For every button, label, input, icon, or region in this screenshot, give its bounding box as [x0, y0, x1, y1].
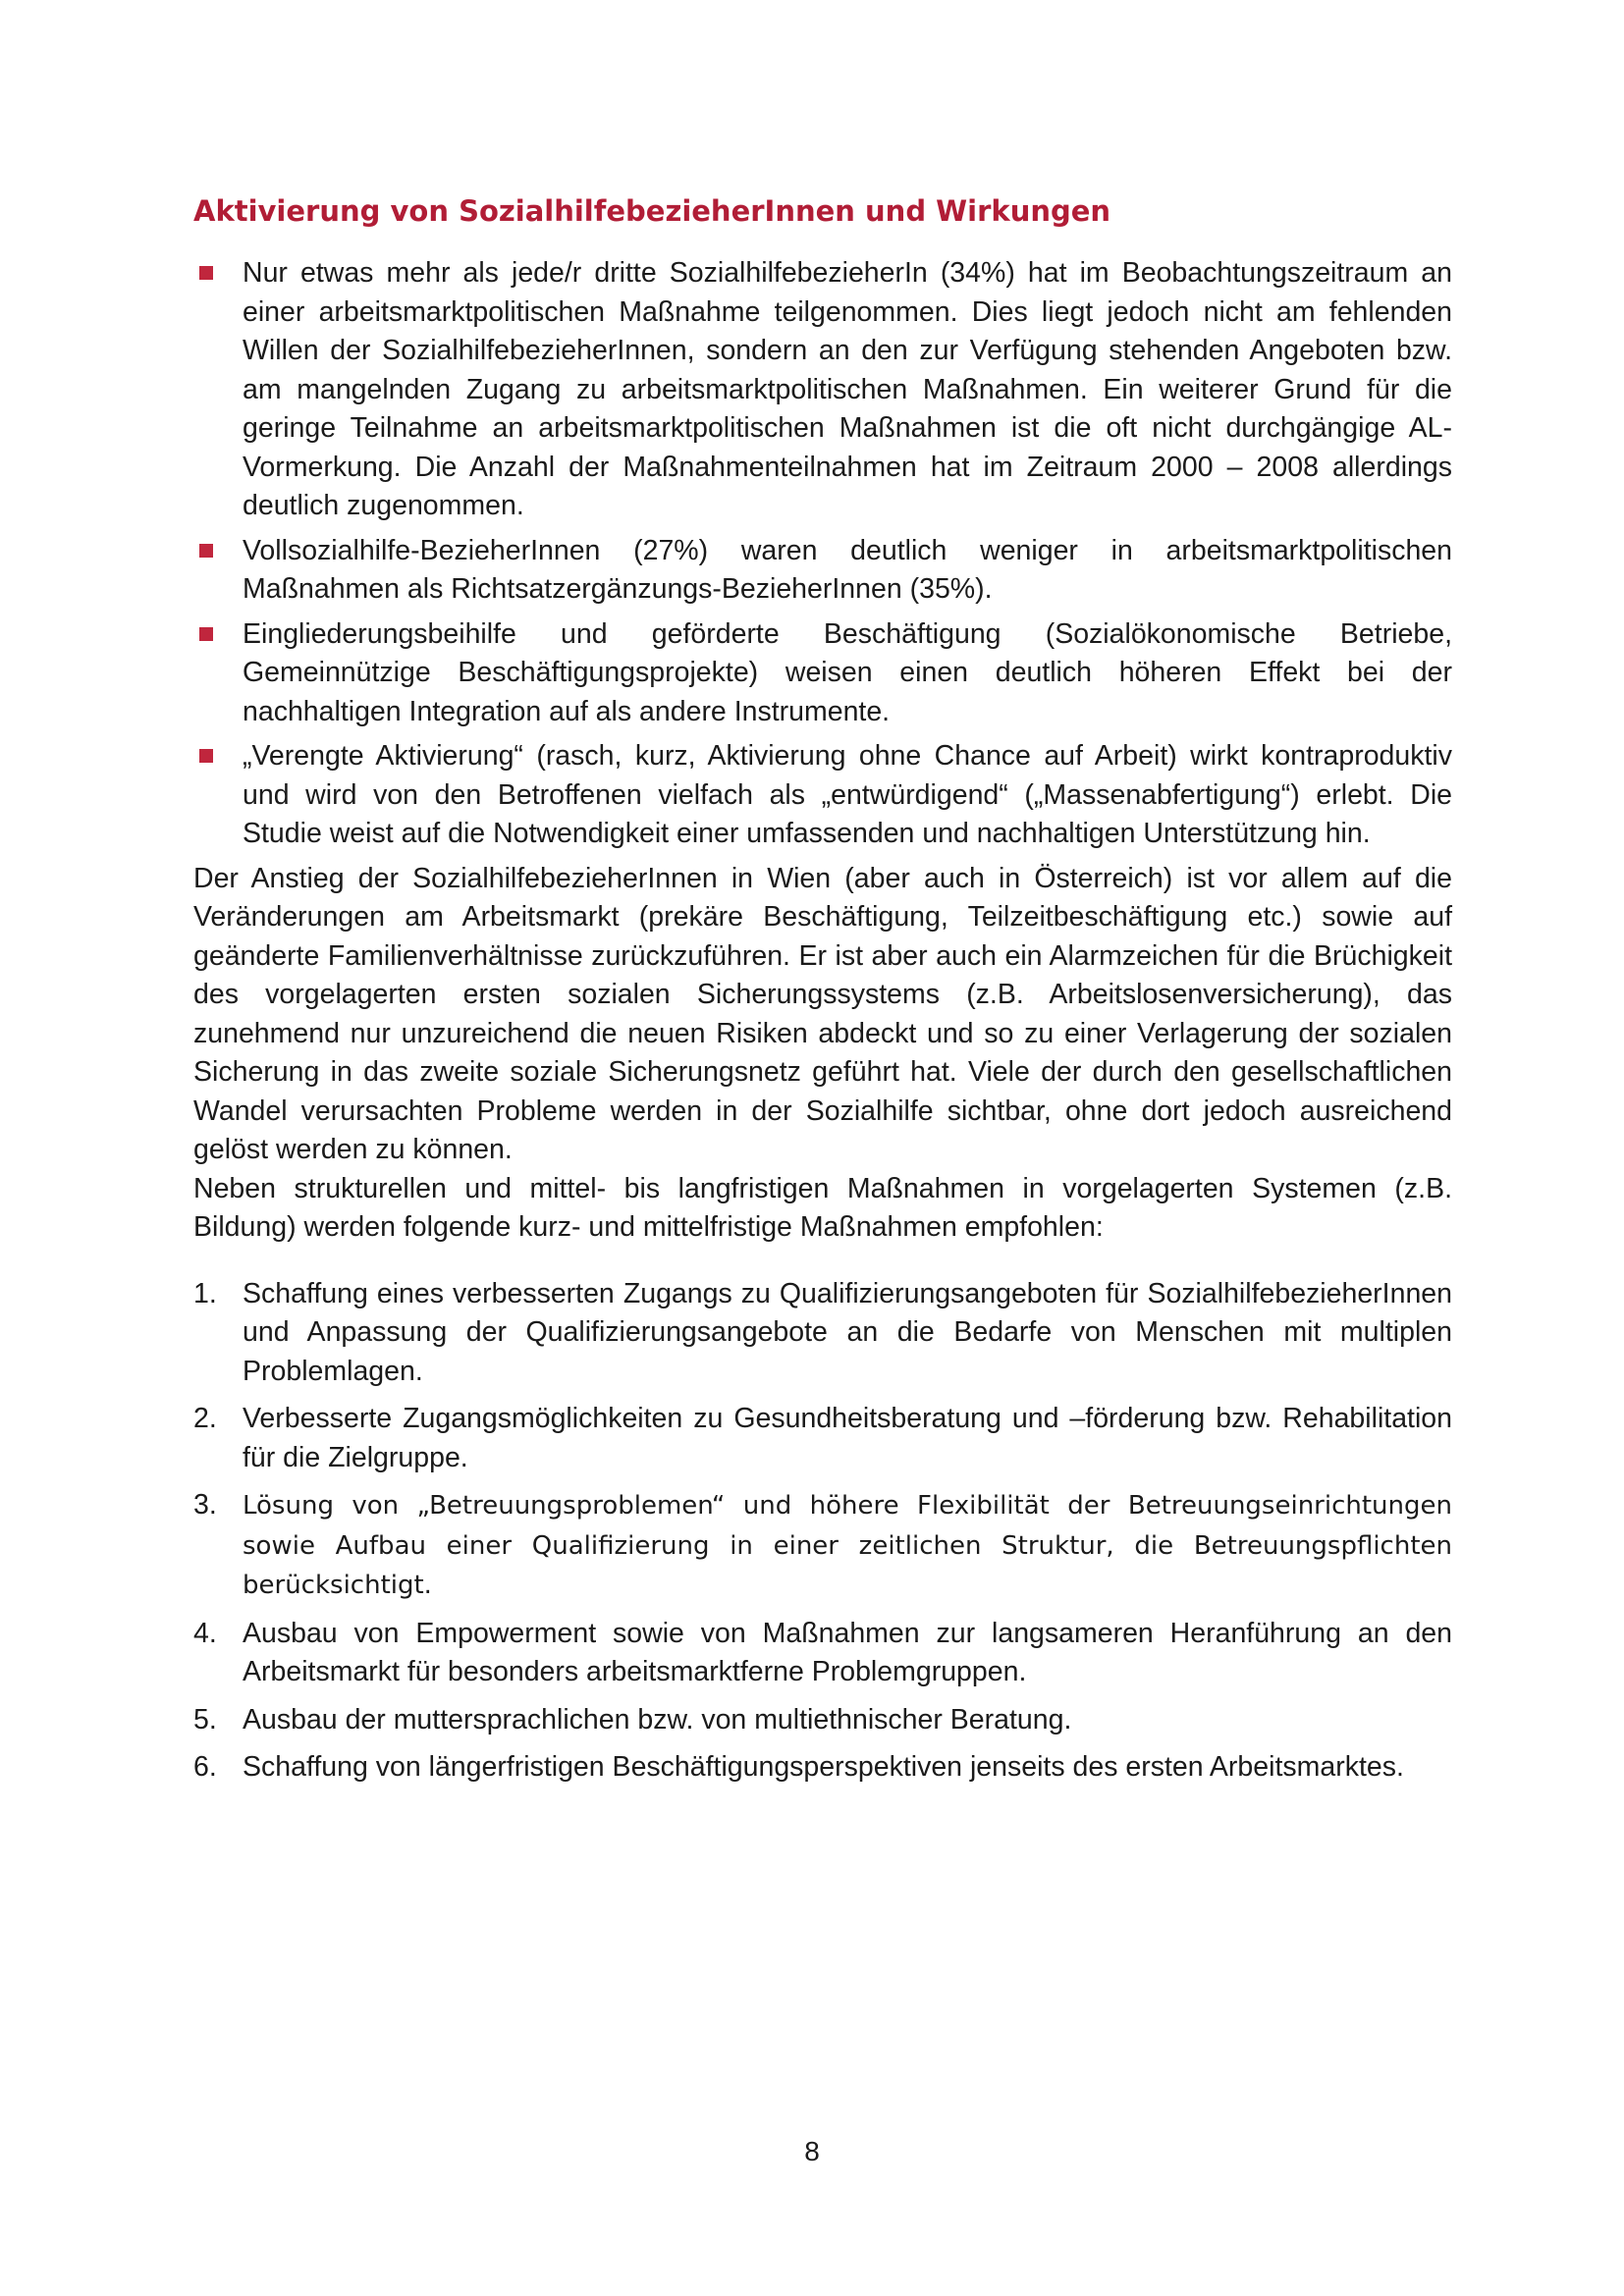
body-paragraph: Neben strukturellen und mittel- bis langfristigen Maßnahmen in vorgelagerten Systemen (z.B. Bildung) werden folgende kurz- und mittelfristige Maßnahmen empfohlen: — [193, 1172, 1452, 1243]
list-item-number: 2. — [193, 1403, 217, 1434]
list-item — [193, 1486, 1452, 1606]
recommendations-list — [193, 1275, 1452, 1788]
list-item-text: Vollsozialhilfe-BezieherInnen (27%) waren deutlich weniger in arbeitsmarktpolitischen Maßnahmen als Richtsatzergänzungs-BezieherInnen (35%). — [243, 534, 1452, 605]
list-item — [193, 254, 1452, 526]
square-bullet-icon — [199, 749, 213, 763]
list-item-text: Lösung von „Betreuungsproblemen“ und höhere Flexibilität der Betreuungseinrichtungen sowie Aufbau einer Qualifizierung in einer zeitlichen Struktur, die Betreuungspflichten berücksichtigt. — [243, 1491, 1452, 1600]
square-bullet-icon — [199, 627, 213, 641]
list-item-number: 6. — [193, 1751, 217, 1783]
list-item-text: Verbesserte Zugangsmöglichkeiten zu Gesundheitsberatung und –förderung bzw. Rehabilitation für die Zielgruppe. — [243, 1403, 1452, 1473]
findings-list — [193, 254, 1452, 854]
list-item-text: Schaffung von längerfristigen Beschäftigungsperspektiven jenseits des ersten Arbeitsmarktes. — [243, 1751, 1404, 1783]
list-item-text: Nur etwas mehr als jede/r dritte SozialhilfebezieherIn (34%) hat im Beobachtungszeitraum an einer arbeitsmarktpolitischen Maßnahme teilgenommen. Dies liegt jedoch nicht am fehlenden Willen der SozialhilfebezieherInnen, sondern an den zur Verfügung stehenden Angeboten bzw. am mangelnden Zugang zu arbeitsmarktpolitischen Maßnahmen. Ein weiterer Grund für die geringe Teilnahme an arbeitsmarktpolitischen Maßnahmen ist die oft nicht durchgängige AL-Vormerkung. Die Anzahl der Maßnahmenteilnahmen hat im Zeitraum 2000 – 2008 allerdings deutlich zugenommen. — [243, 257, 1452, 521]
list-item-number: 5. — [193, 1703, 217, 1735]
page-number: 8 — [804, 2136, 820, 2166]
list-item-text: Eingliederungsbeihilfe und geförderte Beschäftigung (Sozialökonomische Betriebe, Gemeinnützige Beschäftigungsprojekte) weisen einen deutlich höheren Effekt bei der nachhaltigen Integration auf als andere Instrumente. — [243, 617, 1452, 727]
list-item-number: 4. — [193, 1617, 217, 1649]
list-item-text: Ausbau der muttersprachlichen bzw. von multiethnischer Beratung. — [243, 1703, 1072, 1735]
list-item — [193, 1400, 1452, 1477]
square-bullet-icon — [199, 544, 213, 558]
list-item — [193, 615, 1452, 732]
list-item-text: Ausbau von Empowerment sowie von Maßnahmen zur langsameren Heranführung an den Arbeitsmarkt für besonders arbeitsmarktferne Problemgruppen. — [243, 1617, 1452, 1687]
list-item-text: „Verengte Aktivierung“ (rasch, kurz, Aktivierung ohne Chance auf Arbeit) wirkt kontraproduktiv und wird von den Betroffenen vielfach als „entwürdigend“ („Massenabfertigung“) erlebt. Die Studie weist auf die Notwendigkeit einer umfassenden und nachhaltigen Unterstützung hin. — [243, 740, 1452, 849]
list-item — [193, 1748, 1452, 1788]
square-bullet-icon — [199, 266, 213, 280]
list-item — [193, 532, 1452, 610]
body-paragraph: Der Anstieg der SozialhilfebezieherInnen in Wien (aber auch in Österreich) ist vor allem auf die Veränderungen am Arbeitsmarkt (prekäre Beschäftigung, Teilzeitbeschäftigung etc.) sowie auf geänderte Familienverhältnisse zurückzuführen. Er ist aber auch ein Alarmzeichen für die Brüchigkeit des vorgelagerten ersten sozialen Sicherungssystems (z.B. Arbeitslosenversicherung), das zunehmend nur unzureichend die neuen Risiken abdeckt und so zu einer Verlagerung der sozialen Sicherung in das zweite soziale Sicherungsnetz geführt hat. Viele der durch den gesellschaftlichen Wandel verursachten Probleme werden in der Sozialhilfe sichtbar, ohne dort jedoch ausreichend gelöst werden zu können. — [193, 862, 1452, 1165]
list-item — [193, 737, 1452, 854]
list-item — [193, 1701, 1452, 1740]
list-item-text: Schaffung eines verbesserten Zugangs zu Qualifizierungsangeboten für SozialhilfebezieherInnen und Anpassung der Qualifizierungsangebote an die Bedarfe von Menschen mit multiplen Problemlagen. — [243, 1277, 1452, 1387]
list-item-number: 3. — [193, 1489, 217, 1521]
document-page — [193, 191, 1452, 1796]
list-item — [193, 1275, 1452, 1392]
section-title: Aktivierung von SozialhilfebezieherInnen und Wirkungen — [193, 194, 1111, 228]
list-item — [193, 1615, 1452, 1692]
list-item-number: 1. — [193, 1277, 217, 1309]
